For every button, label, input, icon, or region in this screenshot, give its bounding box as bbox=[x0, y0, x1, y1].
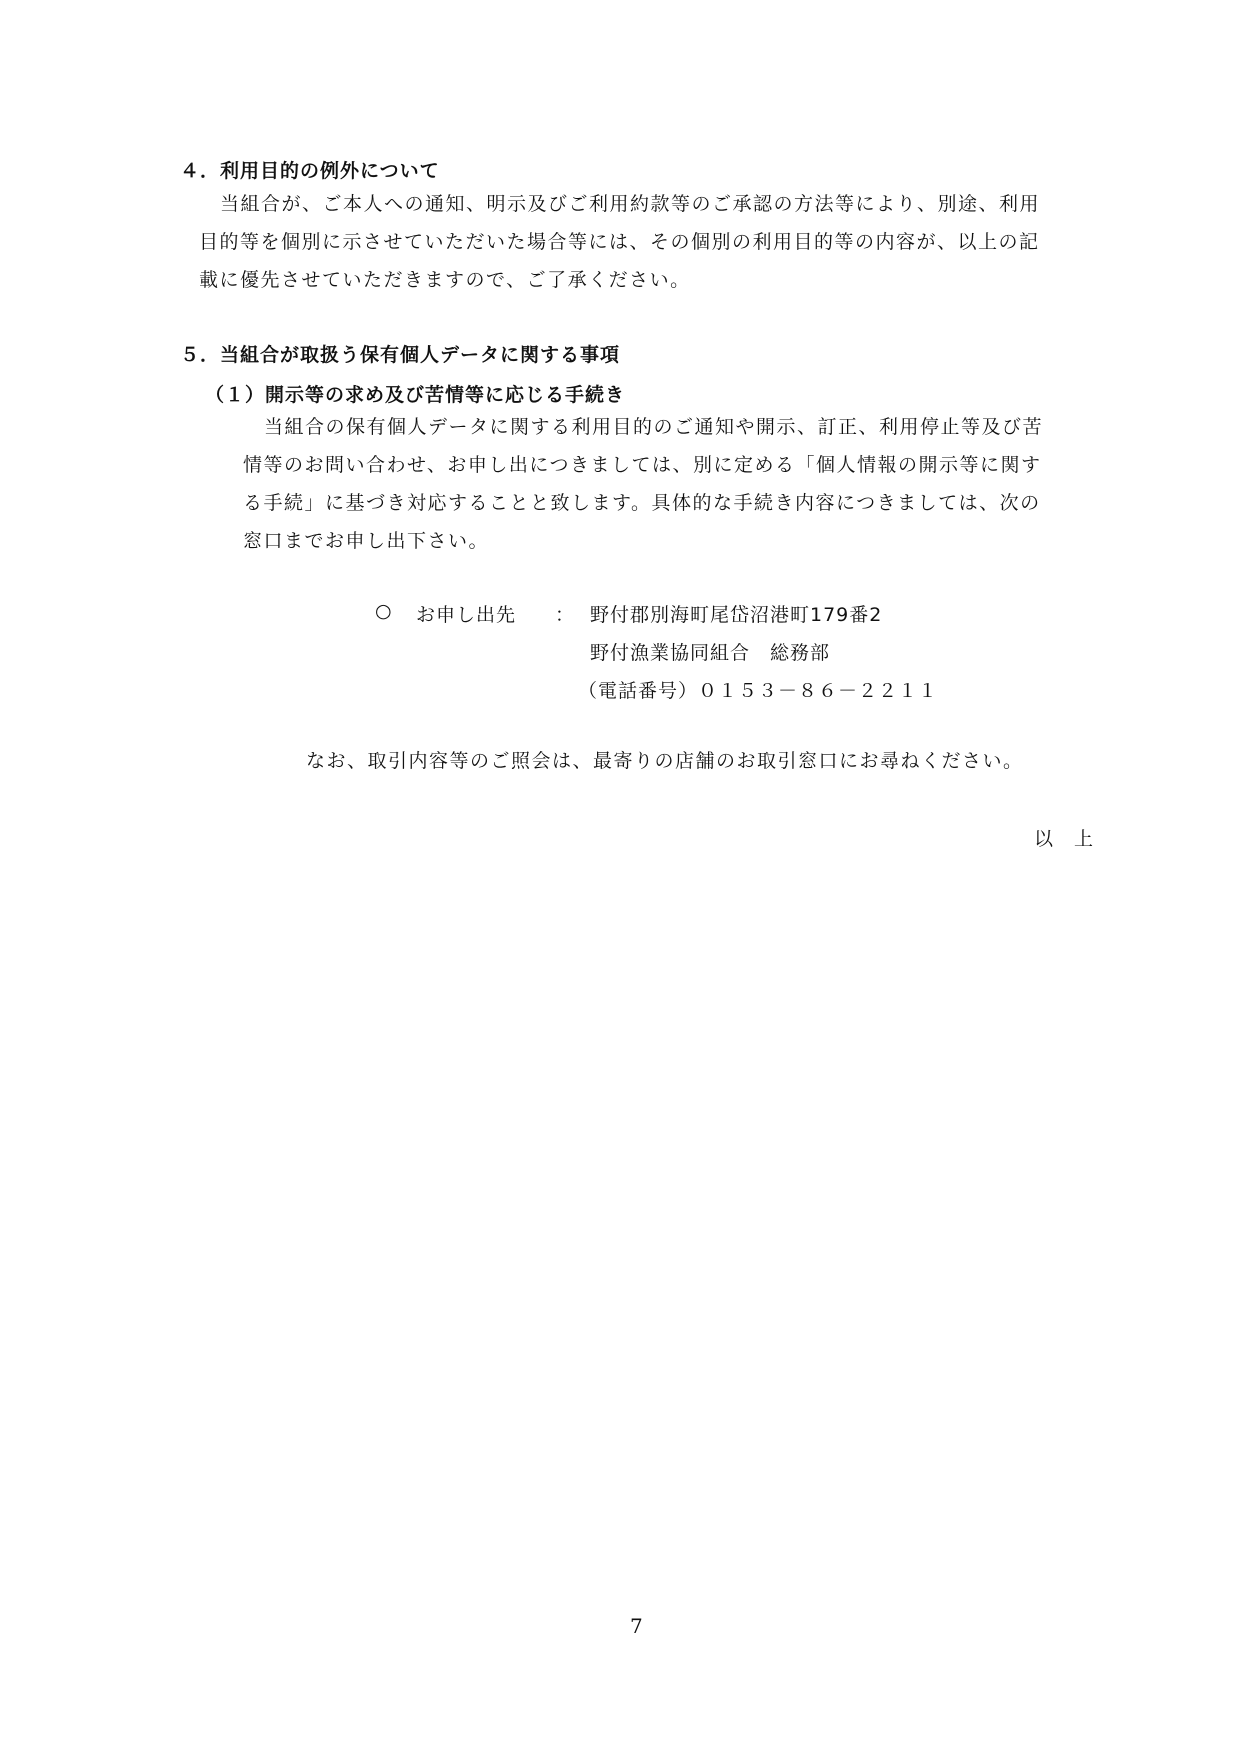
contact-colon: ： bbox=[555, 604, 576, 626]
section-4-paragraph bbox=[180, 185, 1040, 299]
contact-phone: （電話番号）０１５３－８６－２２１１ bbox=[578, 680, 939, 702]
section-5-line-2: 情等のお問い合わせ、お申し出につきましては、別に定める「個人情報の開示等に関す bbox=[243, 454, 1042, 476]
inquiry-note: なお、取引内容等のご照会は、最寄りの店舗のお取引窓口にお尋ねください。 bbox=[306, 750, 1024, 772]
section-5-line-4: 窓口までお申し出下さい。 bbox=[243, 530, 490, 552]
section-4-line-1: 当組合が、ご本人への通知、明示及びご利用約款等のご承認の方法等により、別途、利用 bbox=[220, 193, 1041, 215]
section-4-line-3: 載に優先させていただきますので、ご了承ください。 bbox=[199, 269, 691, 291]
section-5-line-1: 当組合の保有個人データに関する利用目的のご通知や開示、訂正、利用停止等及び苦 bbox=[264, 416, 1044, 438]
contact-organization: 野付漁業協同組合 総務部 bbox=[590, 642, 831, 664]
closing-mark: 以 上 bbox=[1034, 828, 1095, 850]
section-5-line-3: る手続」に基づき対応することと致します。具体的な手続き内容につきましては、次の bbox=[243, 492, 1041, 514]
section-5-paragraph bbox=[243, 408, 1043, 560]
contact-address: 野付郡別海町尾岱沼港町179番2 bbox=[590, 604, 883, 626]
section-5-heading: ５．当組合が取扱う保有個人データに関する事項 bbox=[180, 344, 621, 366]
section-5-subheading: （１）開示等の求め及び苦情等に応じる手続き bbox=[205, 384, 626, 406]
section-4-line-2: 目的等を個別に示させていただいた場合等には、その個別の利用目的等の内容が、以上の記 bbox=[199, 231, 1040, 253]
contact-label: お申し出先 bbox=[416, 604, 517, 626]
section-4-heading: ４．利用目的の例外について bbox=[180, 160, 440, 182]
contact-bullet: ○ bbox=[375, 600, 393, 622]
page-number: 7 bbox=[630, 1614, 643, 1638]
